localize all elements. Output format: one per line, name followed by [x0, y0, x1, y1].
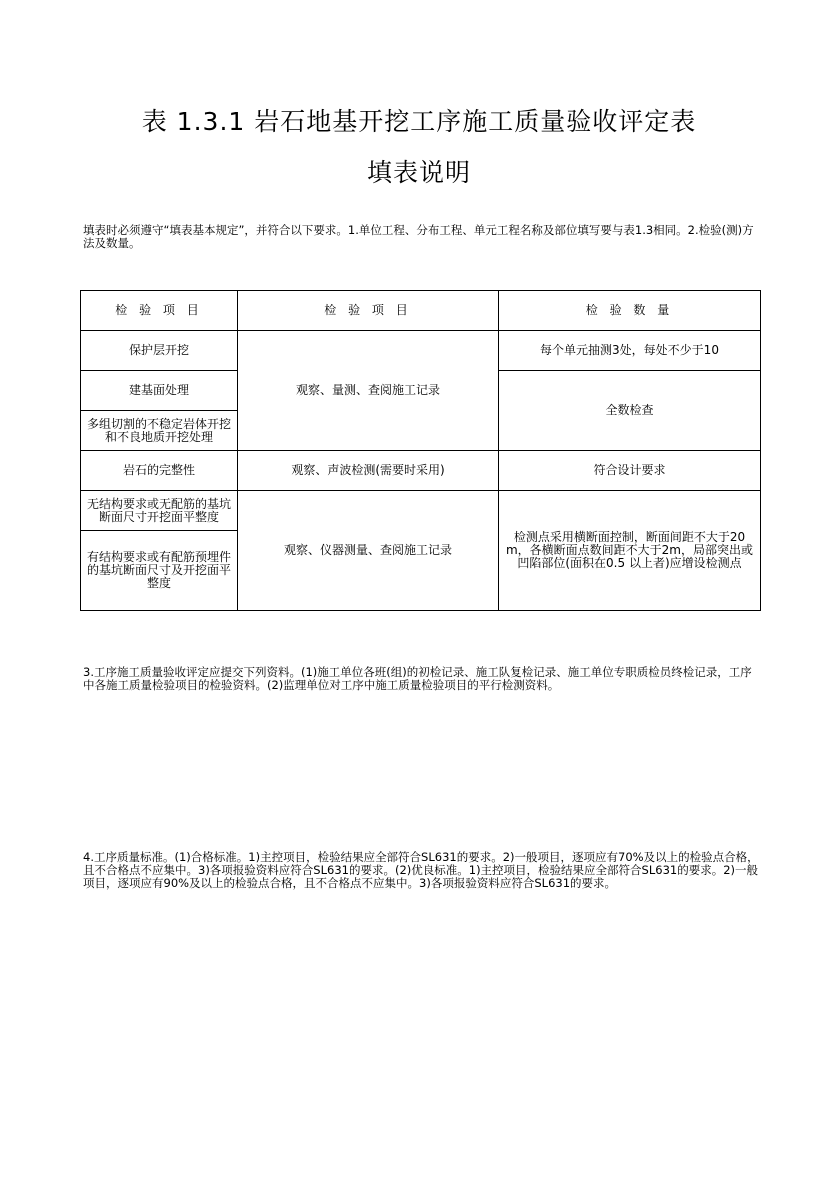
item-3-paragraph: 3.工序施工质量验收评定应提交下列资料。(1)施工单位各班(组)的初检记录、施工队复检记录、施工单位专职质检员终检记录，工序中各施工质量检验项目的检验资料。(2)监理单位对工序中施工质量检验项目的平行检测资料。 — [83, 665, 752, 692]
page-title: 表 1.3.1 岩石地基开挖工序施工质量验收评定表 — [141, 107, 697, 136]
item-4-paragraph: 4.工序质量标准。(1)合格标准。1)主控项目，检验结果应全部符合SL631的要求。2)一般项目，逐项应有70%及以上的检验点合格，且不合格点不应集中。3)各项报验资料应符合SL631的要求。(2)优良标准。1)主控项目，检验结果应全部符合SL631的要求。2)一般项目，逐项应有90%及以上的检验点合格，且不合格点不应集中。3)各项报验资料应符合SL631的要求。 — [83, 850, 759, 890]
item-cell: 有结构要求或有配筋预埋件的基坑断面尺寸及开挖面平整度 — [81, 531, 238, 611]
quantity-cell: 符合设计要求 — [499, 451, 761, 491]
table-row — [81, 451, 761, 491]
intro-paragraph: 填表时必须遵守“填表基本规定”，并符合以下要求。1.单位工程、分布工程、单元工程名称及部位填写要与表1.3相同。2.检验(测)方法及数量。 — [83, 223, 754, 250]
quantity-cell: 每个单元抽测3处，每处不少于10 — [499, 331, 761, 371]
inspection-table — [80, 290, 761, 611]
header-quantity: 检 验 数 量 — [499, 291, 761, 331]
item-cell: 岩石的完整性 — [81, 451, 238, 491]
page-subtitle: 填表说明 — [366, 158, 471, 187]
item-cell: 建基面处理 — [81, 371, 238, 411]
quantity-cell: 检测点采用横断面控制，断面间距不大于20m，各横断面点数间距不大于2m，局部突出或凹陷部位(面积在0.5 以上者)应增设检测点 — [499, 491, 761, 611]
table-header-row — [81, 291, 761, 331]
quantity-cell: 全数检查 — [499, 371, 761, 451]
header-item: 检 验 项 目 — [81, 291, 238, 331]
item-cell: 多组切割的不稳定岩体开挖和不良地质开挖处理 — [81, 411, 238, 451]
method-cell: 观察、量测、查阅施工记录 — [238, 331, 499, 451]
item-cell: 保护层开挖 — [81, 331, 238, 371]
header-method: 检 验 项 目 — [238, 291, 499, 331]
table-row — [81, 331, 761, 371]
method-cell: 观察、声波检测(需要时采用) — [238, 451, 499, 491]
table-row — [81, 491, 761, 531]
method-cell: 观察、仪器测量、查阅施工记录 — [238, 491, 499, 611]
item-cell: 无结构要求或无配筋的基坑断面尺寸开挖面平整度 — [81, 491, 238, 531]
